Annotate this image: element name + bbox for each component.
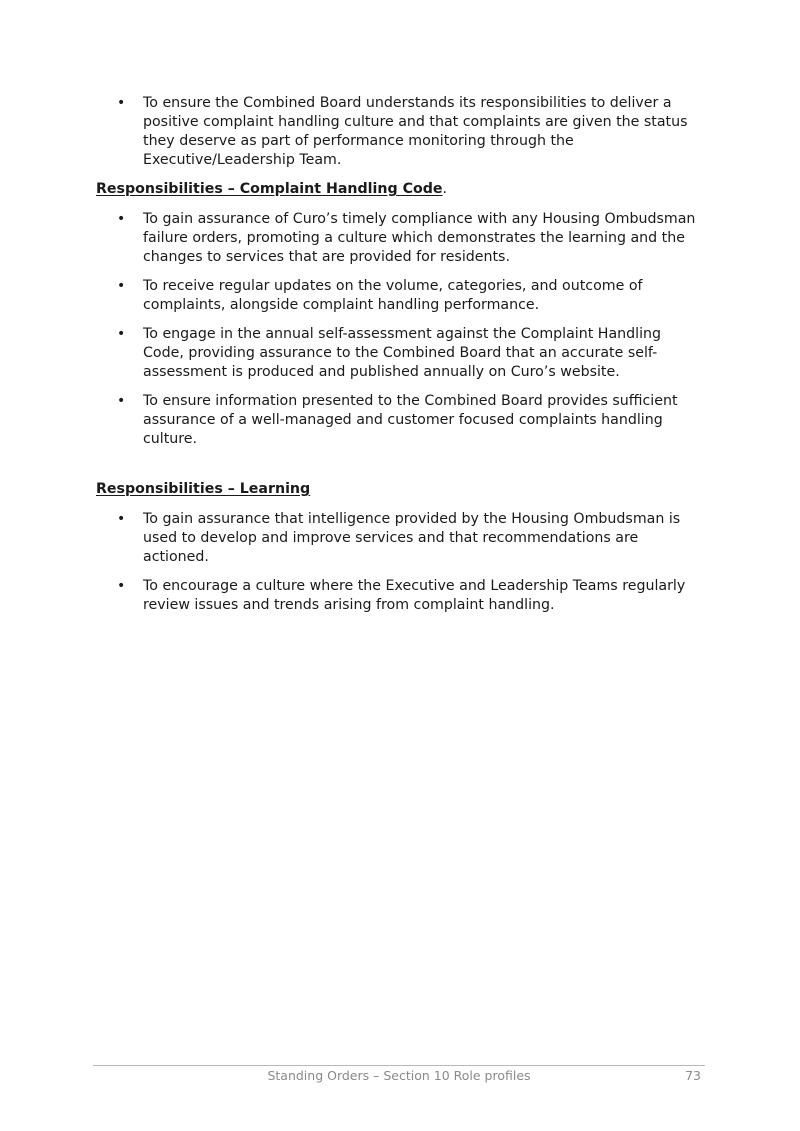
footer-title: Standing Orders – Section 10 Role profiles [267,1068,531,1083]
bullet-marker: • [117,211,126,227]
bullet-text: To encourage a culture where the Executive and Leadership Teams regularly review issues and trends arising from complaint handling. [143,578,686,613]
list-item [96,325,706,382]
bullet-marker: • [117,511,126,527]
bullet-text: To engage in the annual self-assessment against the Complaint Handling Code, providing assurance to the Combined Board that an accurate self-assessment is produced and published annually on Curo’s website. [143,326,662,380]
bullet-marker: • [117,578,126,594]
heading-text: Responsibilities – Learning [96,481,311,497]
footer-divider [93,1065,705,1066]
bullet-text: To ensure information presented to the Combined Board provides sufficient assurance of a well-managed and customer focused complaints handling culture. [143,393,678,447]
page-number: 73 [685,1068,701,1083]
code-bullet-list [96,210,706,459]
bullet-text: To receive regular updates on the volume, categories, and outcome of complaints, alongside complaint handling performance. [143,278,643,313]
section-heading-complaint-handling-code [96,180,447,199]
bullet-marker: • [117,278,126,294]
list-item [96,210,706,267]
list-item [96,277,706,315]
learning-bullet-list [96,510,706,625]
list-item [96,94,706,170]
list-item [96,392,706,449]
bullet-text: To gain assurance of Curo’s timely compliance with any Housing Ombudsman failure orders, promoting a culture which demonstrates the learning and the changes to services that are provided for residents. [143,211,696,265]
bullet-marker: • [117,393,126,409]
bullet-text: To ensure the Combined Board understands its responsibilities to deliver a positive complaint handling culture and that complaints are given the status they deserve as part of performance monitoring through the Executive/Leadership Team. [143,95,688,168]
bullet-marker: • [117,326,126,342]
heading-text: Responsibilities – Complaint Handling Code [96,181,443,197]
section-heading-learning [96,480,310,499]
intro-bullet-list [96,94,706,180]
list-item [96,577,706,615]
bullet-text: To gain assurance that intelligence provided by the Housing Ombudsman is used to develop and improve services and that recommendations are actioned. [143,511,681,565]
bullet-marker: • [117,95,126,111]
list-item [96,510,706,567]
heading-tail: . [442,181,448,197]
